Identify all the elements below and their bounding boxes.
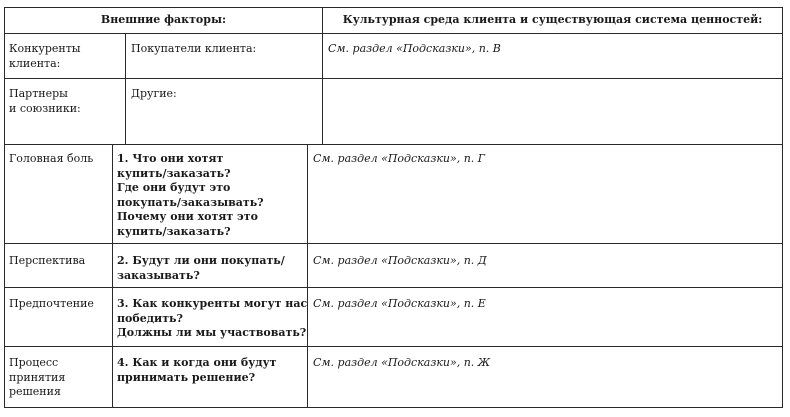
col-divider-bottom-main — [307, 144, 308, 408]
row-divider-headache — [4, 243, 783, 244]
question-3: 3. Как конкуренты могут нас победить? Должны ли мы участвовать? — [117, 297, 308, 340]
table-border-left — [4, 7, 5, 408]
label-decision: Процесс принятия решения — [9, 356, 66, 399]
table-border-top — [4, 7, 783, 8]
hint-e: См. раздел «Подсказки», п. Е — [313, 297, 486, 310]
question-2: 2. Будут ли они покупать/ заказывать? — [117, 254, 285, 282]
table-border-bottom — [4, 407, 783, 408]
row-divider-header — [4, 33, 783, 34]
label-perspective: Перспектива — [9, 254, 86, 267]
col-divider-bottom-left — [112, 144, 113, 408]
header-culture: Культурная среда клиента и существующая система ценностей: — [342, 13, 763, 26]
row-divider-competitors — [4, 78, 783, 79]
col-divider-top-main — [322, 7, 323, 145]
label-others: Другие: — [131, 87, 177, 100]
hint-d: См. раздел «Подсказки», п. Д — [313, 254, 487, 267]
label-headache: Головная боль — [9, 152, 94, 165]
label-preference: Предпочтение — [9, 297, 94, 310]
row-divider-perspective — [4, 287, 783, 288]
label-customers: Покупатели клиента: — [131, 42, 257, 55]
hint-g: См. раздел «Подсказки», п. Г — [313, 152, 486, 165]
hint-b: См. раздел «Подсказки», п. В — [328, 42, 501, 55]
question-4: 4. Как и когда они будут принимать решение? — [117, 356, 277, 384]
hint-zh: См. раздел «Подсказки», п. Ж — [313, 356, 491, 369]
table-border-right — [782, 7, 783, 408]
label-partners: Партнеры и союзники: — [9, 87, 81, 115]
row-divider-preference — [4, 346, 783, 347]
row-divider-partners — [4, 144, 783, 145]
col-divider-top-left — [125, 33, 126, 145]
label-competitors: Конкуренты клиента: — [9, 42, 81, 70]
question-1: 1. Что они хотят купить/заказать? Где они будут это покупать/заказывать? Почему они хотят это купить/заказать? — [117, 152, 264, 238]
header-external-factors: Внешние факторы: — [100, 13, 227, 26]
